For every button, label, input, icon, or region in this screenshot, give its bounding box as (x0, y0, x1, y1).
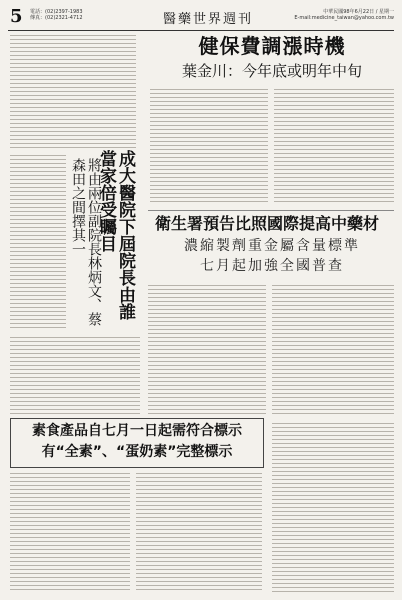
hospital-body-top (10, 32, 136, 150)
herbal-body-right (272, 282, 394, 414)
labels-headline-1: 素食產品自七月一日起需符合標示 (32, 423, 242, 439)
herbal-headline: 衛生署預告比照國際提高中藥材 (154, 214, 379, 233)
page-number: 5 (10, 6, 23, 27)
herbal-body-continued (272, 420, 394, 592)
labels-body-2 (136, 470, 262, 592)
nhi-body-right (274, 86, 394, 204)
fax-text: 傳真：(02)2321-4712 (30, 15, 83, 21)
labels-body-1 (10, 470, 130, 592)
issue-date: 中華民國98年6月22日 / 星期一 (323, 9, 394, 15)
nhi-headline: 健保費調漲時機 (198, 34, 346, 58)
email-text: E-mail:medicine_taiwan@yahoo.com.tw (294, 15, 394, 21)
hospital-body-bottom (10, 334, 140, 414)
hospital-body-side (10, 152, 66, 330)
hospital-headline: 成大醫院下屆院長由誰當家倍受矚目 (96, 150, 135, 320)
labels-headline-box (10, 418, 264, 468)
labels-headline-2: 有“全素”、“蛋奶素”完整標示 (41, 444, 233, 460)
herbal-body-left (148, 282, 266, 414)
herbal-sub1: 濃縮製劑重金屬含量標準 (184, 238, 360, 254)
phone-text: 電話：(02)2397-1983 (30, 9, 83, 15)
masthead (8, 6, 394, 31)
divider-line (148, 210, 394, 211)
issue-info (294, 9, 394, 21)
nhi-body-left (150, 86, 268, 204)
hospital-subheadline: 將由兩位副院長林炳文、蔡森田之間擇其一 (70, 158, 102, 326)
paper-name: 醫藥世界週刊 (163, 12, 254, 27)
nhi-subheadline: 葉金川：今年底或明年中旬 (181, 62, 362, 80)
hospital-article (8, 32, 138, 332)
contact-info (30, 9, 83, 21)
herbal-sub2: 七月起加強全國普查 (200, 258, 344, 274)
